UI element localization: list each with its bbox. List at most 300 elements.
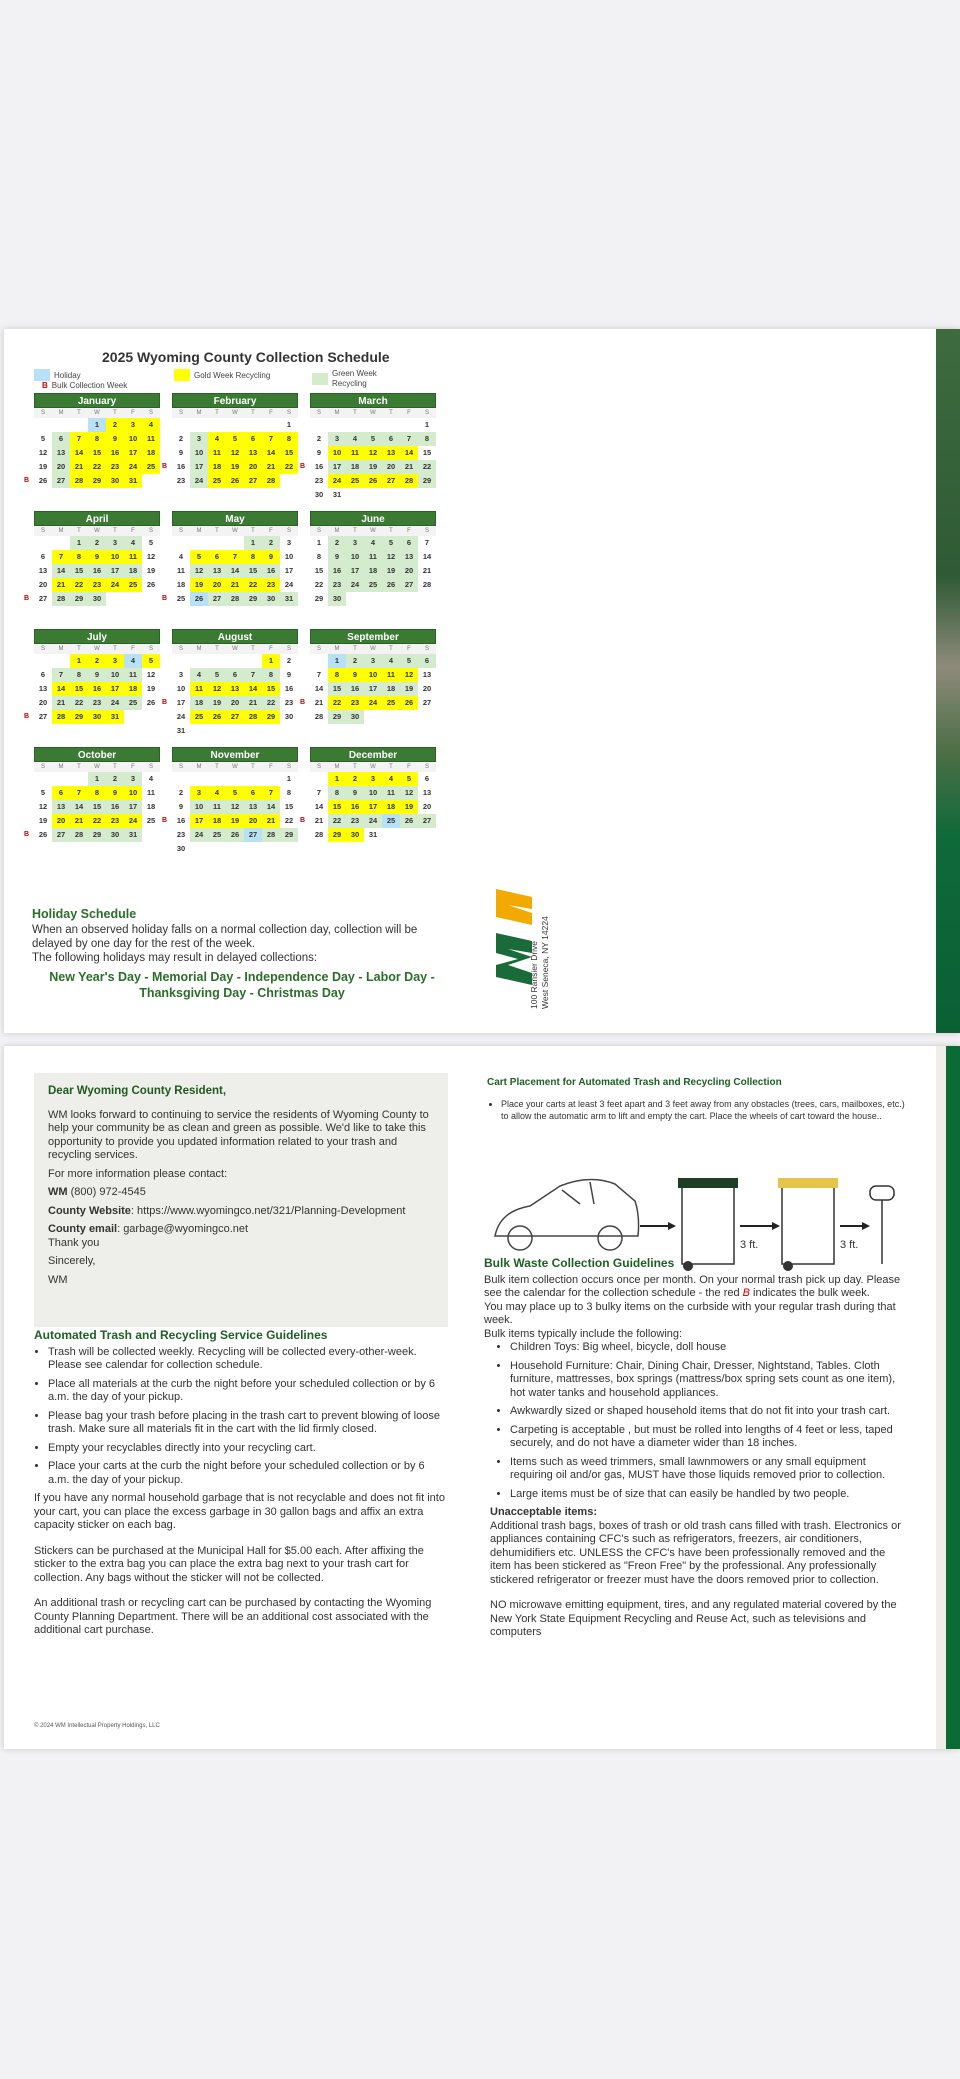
calendar-day: 4 (142, 418, 160, 432)
calendar-day: 5 (382, 536, 400, 550)
weekday-label: W (232, 764, 238, 770)
empty-day (208, 654, 226, 668)
calendar-day: 8 (286, 788, 292, 797)
weekday-label: T (251, 764, 255, 770)
calendar-day: 2 (346, 772, 364, 786)
calendar-day: 1 (328, 772, 346, 786)
calendar-day: 26 (38, 476, 48, 485)
bulk-week-marker: B (162, 463, 168, 470)
weekday-header (310, 644, 436, 654)
weekday-label: T (353, 410, 357, 416)
unacceptable-text: Additional trash bags, boxes of trash or old trash cans filled with trash. Electronics or appliances containing CFC's such as refrigerators, freezers, air conditioners, dehumidifiers etc. UNLESS the CFC's have been professionally removed and the item has been stickered as "Freon Free" by the professional. Any professionally stickered refrigerator or freezer must have the doors removed prior to collection. (490, 1519, 901, 1586)
weekday-label: T (77, 646, 81, 652)
empty-day (208, 536, 226, 550)
calendar-day: 30 (262, 592, 280, 606)
calendar-day: 9 (106, 432, 124, 446)
calendar-day: 3 (106, 536, 124, 550)
calendar-day: 30 (88, 710, 106, 724)
empty-day (34, 536, 52, 550)
calendar-day: 20 (422, 802, 432, 811)
calendar-day: 1 (328, 654, 346, 668)
calendar-day: 30 (284, 712, 294, 721)
days-grid (300, 772, 436, 842)
calendar-day: 22 (418, 460, 436, 474)
calendar-day: 5 (364, 432, 382, 446)
calendar-day: 5 (142, 654, 160, 668)
weekday-label: M (334, 410, 340, 416)
letter-thanks: Thank you (48, 1236, 100, 1249)
calendar-day: 26 (364, 474, 382, 488)
calendar-day: 11 (177, 566, 185, 575)
calendar-day: 4 (190, 668, 208, 682)
weekday-label: S (316, 764, 321, 770)
calendar-day: 7 (70, 432, 88, 446)
empty-day (262, 772, 280, 786)
calendar-day: 14 (52, 682, 70, 696)
calendar-day: 15 (70, 682, 88, 696)
truck-photo-edge (936, 329, 960, 1033)
empty-day (34, 654, 52, 668)
list-item: • Place all materials at the curb the night before your scheduled collection or by 6 a.m. the day of your pickup. (48, 1378, 448, 1405)
cart-placement (487, 1076, 907, 1127)
weekday-label: T (353, 528, 357, 534)
calendar-day: 13 (422, 670, 432, 679)
calendar-day: 22 (284, 816, 294, 825)
bulk-week-marker: B (24, 713, 30, 720)
bulk-guidelines (484, 1257, 909, 1640)
calendar-day: 25 (124, 578, 142, 592)
calendar-day: 21 (52, 578, 70, 592)
calendar-day: 24 (284, 580, 294, 589)
calendar-day: 30 (176, 844, 186, 853)
calendar-day: 9 (88, 668, 106, 682)
calendar-day: 29 (328, 828, 346, 842)
svg-text:3 ft.: 3 ft. (840, 1239, 859, 1251)
month-name: March (310, 393, 436, 408)
calendar-day: 20 (400, 564, 418, 578)
calendar-day: 23 (88, 696, 106, 710)
letter-email: County email: garbage@wyomingco.net (48, 1223, 249, 1235)
calendar-day: 23 (176, 476, 186, 485)
calendar-day: 10 (124, 432, 142, 446)
calendar-day: 23 (328, 578, 346, 592)
calendar-day: 14 (262, 800, 280, 814)
days-grid (300, 654, 436, 724)
weekday-label: M (58, 528, 64, 534)
calendar-day: 10 (364, 786, 382, 800)
calendar-day: 1 (88, 772, 106, 786)
month-name: October (34, 747, 160, 762)
month-february (162, 393, 298, 503)
calendar-day: 13 (422, 788, 432, 797)
calendar-day: 21 (226, 578, 244, 592)
calendar-day: 11 (382, 786, 400, 800)
calendar-day: 9 (178, 802, 184, 811)
calendar-day: 13 (382, 446, 400, 460)
calendar-day: 28 (422, 580, 432, 589)
calendar-day: 8 (244, 550, 262, 564)
calendar-day: 18 (176, 580, 186, 589)
weekday-label: F (131, 410, 135, 416)
calendar-day: 30 (106, 474, 124, 488)
calendar-day: 5 (40, 434, 46, 443)
weekday-header (172, 526, 298, 536)
calendar-day: 27 (38, 712, 48, 721)
calendar-day: 20 (38, 698, 48, 707)
calendar-day: 22 (280, 460, 298, 474)
calendar-day: 12 (364, 446, 382, 460)
calendar-day: 6 (244, 786, 262, 800)
list-item: • Trash will be collected weekly. Recycling will be collected every-other-week. Please see calendar for collection schedule. (48, 1346, 448, 1373)
calendar-day: 9 (262, 550, 280, 564)
calendar-day: 20 (244, 814, 262, 828)
empty-day (52, 772, 70, 786)
calendar-day: 27 (38, 594, 48, 603)
weekday-header (34, 762, 160, 772)
resident-letter (34, 1073, 448, 1327)
calendar-day: 23 (314, 476, 324, 485)
calendar-day: 25 (176, 594, 186, 603)
weekday-label: T (77, 410, 81, 416)
calendar-day: 14 (244, 682, 262, 696)
calendar-day: 21 (70, 460, 88, 474)
weekday-label: F (407, 528, 411, 534)
calendar-day: 24 (106, 696, 124, 710)
calendar-day: 25 (364, 578, 382, 592)
weekday-header (310, 408, 436, 418)
calendar-day: 29 (88, 828, 106, 842)
calendar-day: 6 (40, 670, 46, 679)
svg-text:3 ft.: 3 ft. (740, 1239, 759, 1251)
calendar-day: 10 (176, 684, 186, 693)
calendar-day: 1 (316, 538, 322, 547)
calendar-day: 8 (88, 786, 106, 800)
list-item: • Carpeting is acceptable , but must be rolled into lengths of 4 feet or less, taped securely, and do not have a diameter wider than 18 inches. (510, 1424, 909, 1451)
calendar-day: 27 (52, 828, 70, 842)
calendar-day: 30 (346, 828, 364, 842)
empty-day (208, 772, 226, 786)
weekday-header (310, 762, 436, 772)
calendar-day: 28 (262, 828, 280, 842)
calendar-day: 9 (178, 448, 184, 457)
weekday-header (172, 644, 298, 654)
calendar-day: 5 (148, 538, 154, 547)
weekday-label: T (77, 528, 81, 534)
calendar-day: 31 (124, 828, 142, 842)
calendar-day: 1 (286, 420, 292, 429)
calendar-day: 28 (314, 830, 324, 839)
calendar-day: 11 (142, 432, 160, 446)
calendar-day: 1 (70, 654, 88, 668)
calendar-day: 24 (124, 460, 142, 474)
calendar-day: 29 (418, 474, 436, 488)
bulk-heading: Bulk Waste Collection Guidelines (484, 1256, 675, 1270)
empty-day (226, 772, 244, 786)
calendar-day: 15 (314, 566, 324, 575)
calendar-day: 11 (208, 446, 226, 460)
weekday-label: T (389, 764, 393, 770)
weekday-label: S (424, 410, 429, 416)
month-name: January (34, 393, 160, 408)
month-november (162, 747, 298, 857)
weekday-label: W (232, 646, 238, 652)
weekday-label: W (370, 646, 376, 652)
auto-list (34, 1346, 448, 1488)
calendar-day: 4 (124, 536, 142, 550)
weekday-label: S (316, 646, 321, 652)
empty-day (172, 536, 190, 550)
letter-p1: WM looks forward to continuing to service the residents of Wyoming County to help your community be as clean and green as possible. We'd like to take this opportunity to provide you updated information related to your trash and recycling services. (48, 1108, 429, 1161)
calendar-day: 27 (208, 592, 226, 606)
calendar-day: 22 (88, 814, 106, 828)
calendar-day: 29 (244, 592, 262, 606)
calendar-day: 2 (262, 536, 280, 550)
bulk-week-marker: B (162, 595, 168, 602)
calendar-day: 14 (70, 800, 88, 814)
calendar-day: 28 (314, 712, 324, 721)
calendar-day: 18 (124, 564, 142, 578)
bulk-list (484, 1341, 909, 1501)
calendar-day: 22 (88, 460, 106, 474)
letter-greeting: Dear Wyoming County Resident, (48, 1085, 227, 1097)
weekday-label: T (77, 764, 81, 770)
bulk-week-marker: B (300, 463, 306, 470)
list-item: • Items such as weed trimmers, small lawnmowers or any small equipment requiring oil and/or gas, MUST have those liquids removed prior to collection. (510, 1456, 909, 1483)
calendar-day: 20 (382, 460, 400, 474)
month-december (300, 747, 436, 857)
calendar-day: 8 (328, 668, 346, 682)
weekday-label: W (232, 528, 238, 534)
bulk-week-marker: B (24, 831, 30, 838)
legend-holiday: Holiday (34, 369, 81, 381)
calendar-day: 24 (190, 828, 208, 842)
bulk-p3: Bulk items typically include the following: (484, 1327, 683, 1340)
calendar-day: 1 (424, 420, 430, 429)
weekday-label: F (407, 764, 411, 770)
empty-day (244, 418, 262, 432)
calendar-day: 20 (38, 580, 48, 589)
calendar-day: 19 (146, 684, 156, 693)
calendar-day: 7 (316, 788, 322, 797)
calendar-day: 15 (88, 446, 106, 460)
calendar-day: 9 (106, 786, 124, 800)
weekday-label: T (251, 646, 255, 652)
month-may (162, 511, 298, 621)
calendar-day: 16 (176, 462, 186, 471)
bulk-week-marker: B (300, 817, 306, 824)
calendar-day: 4 (382, 654, 400, 668)
calendar-day: 21 (314, 816, 324, 825)
month-name: September (310, 629, 436, 644)
calendar-day: 6 (244, 432, 262, 446)
calendar-day: 8 (70, 550, 88, 564)
page-edge (936, 1046, 960, 1749)
empty-day (310, 654, 328, 668)
calendar-day: 28 (400, 474, 418, 488)
calendar-day: 16 (88, 564, 106, 578)
weekday-label: M (58, 410, 64, 416)
calendar-day: 7 (244, 668, 262, 682)
calendar-day: 23 (346, 696, 364, 710)
calendar-day: 21 (244, 696, 262, 710)
calendar-day: 23 (106, 814, 124, 828)
empty-day (34, 418, 52, 432)
weekday-label: S (424, 764, 429, 770)
calendar-day: 12 (400, 786, 418, 800)
calendar-day: 30 (328, 592, 346, 606)
calendar-day: 17 (106, 564, 124, 578)
calendar-day: 2 (328, 536, 346, 550)
holiday-text-2: The following holidays may result in delayed collections: (32, 952, 318, 964)
calendar-day: 19 (38, 462, 48, 471)
calendar-day: 7 (226, 550, 244, 564)
calendar-day: 16 (176, 816, 186, 825)
empty-day (172, 418, 190, 432)
calendar-day: 11 (147, 788, 155, 797)
calendar-day: 22 (262, 696, 280, 710)
days-grid (300, 418, 436, 502)
calendar-day: 2 (346, 654, 364, 668)
calendar-day: 25 (124, 696, 142, 710)
calendar-day: 24 (106, 578, 124, 592)
calendar-day: 1 (244, 536, 262, 550)
list-item: • Please bag your trash before placing in the trash cart to prevent blowing of loose trash. Make sure all materials fit in the cart with the lid firmly closed. (48, 1410, 448, 1437)
calendar-day: 26 (190, 592, 208, 606)
calendar-day: 5 (226, 432, 244, 446)
calendar-day: 19 (208, 696, 226, 710)
calendar-day: 24 (346, 578, 364, 592)
calendar-day: 27 (52, 474, 70, 488)
calendar-day: 18 (208, 460, 226, 474)
calendar-day: 11 (346, 446, 364, 460)
calendar-day: 27 (422, 698, 432, 707)
calendar-day: 26 (146, 698, 156, 707)
calendar-day: 22 (70, 578, 88, 592)
list-item: • Empty your recyclables directly into your recycling cart. (48, 1442, 448, 1456)
weekday-label: T (113, 410, 117, 416)
calendar-day: 15 (284, 802, 294, 811)
bulk-week-marker: B (162, 817, 168, 824)
calendar-day: 11 (190, 682, 208, 696)
weekday-label: S (424, 528, 429, 534)
calendar-day: 4 (124, 654, 142, 668)
calendar-day: 23 (262, 578, 280, 592)
calendar-day: 2 (286, 656, 292, 665)
calendar-day: 23 (106, 460, 124, 474)
month-name: June (310, 511, 436, 526)
calendar-day: 19 (400, 800, 418, 814)
empty-day (190, 772, 208, 786)
calendar-day: 20 (52, 814, 70, 828)
calendar-day: 8 (316, 552, 322, 561)
empty-day (226, 418, 244, 432)
calendar-day: 24 (364, 696, 382, 710)
weekday-header (34, 408, 160, 418)
weekday-label: M (196, 528, 202, 534)
weekday-label: F (131, 528, 135, 534)
empty-day (70, 772, 88, 786)
days-grid (162, 654, 298, 738)
calendar-day: 20 (52, 460, 70, 474)
calendar-day: 15 (88, 800, 106, 814)
calendar-day: 18 (208, 814, 226, 828)
calendar-day: 13 (52, 446, 70, 460)
calendar-day: 16 (346, 800, 364, 814)
calendar-day: 12 (38, 802, 48, 811)
month-name: July (34, 629, 160, 644)
calendar-day: 19 (38, 816, 48, 825)
calendar-day: 13 (38, 566, 48, 575)
calendar-day: 19 (226, 460, 244, 474)
month-july (24, 629, 160, 739)
calendar-day: 21 (400, 460, 418, 474)
calendar-day: 13 (208, 564, 226, 578)
weekday-label: S (40, 764, 45, 770)
calendar-day: 25 (142, 460, 160, 474)
bulk-p1: Bulk item collection occurs once per month. On your normal trash pick up day. Please see the calendar for the collection schedule - the red B indicates the bulk week. (484, 1273, 901, 1299)
calendar-day: 14 (314, 684, 324, 693)
days-grid (162, 536, 298, 606)
empty-day (52, 654, 70, 668)
calendar-day: 30 (346, 710, 364, 724)
cart-item: • Place your carts at least 3 feet apart and 3 feet away from any obstacles (trees, cars, mailboxes, etc.) to allow the automatic arm to lift and empty the cart. Place the wheels of cart toward the house.. (501, 1098, 907, 1122)
empty-day (310, 418, 328, 432)
weekday-label: S (286, 646, 291, 652)
weekday-label: W (94, 410, 100, 416)
weekday-label: T (353, 646, 357, 652)
calendar-day: 10 (106, 550, 124, 564)
calendar-day: 16 (88, 682, 106, 696)
empty-day (208, 418, 226, 432)
calendar-day: 21 (262, 460, 280, 474)
weekday-label: M (334, 646, 340, 652)
legend-green: Green Week Recycling (312, 369, 402, 389)
calendar-day: 16 (284, 684, 294, 693)
letter-phone: WM (800) 972-4545 (48, 1186, 146, 1198)
calendar-day: 27 (400, 578, 418, 592)
weekday-label: S (286, 764, 291, 770)
empty-day (172, 654, 190, 668)
calendar-day: 14 (52, 564, 70, 578)
calendar-day: 15 (422, 448, 432, 457)
calendar-day: 31 (176, 726, 186, 735)
calendar-day: 9 (346, 786, 364, 800)
calendar-day: 21 (262, 814, 280, 828)
weekday-label: S (40, 646, 45, 652)
calendar-day: 8 (280, 432, 298, 446)
calendar-day: 14 (262, 446, 280, 460)
calendar-day: 13 (400, 550, 418, 564)
letter-p2: For more information please contact: (48, 1167, 228, 1180)
calendar-day: 27 (418, 814, 436, 828)
empty-day (52, 536, 70, 550)
calendar-day: 20 (422, 684, 432, 693)
calendar-day: 18 (190, 696, 208, 710)
calendar-day: 14 (226, 564, 244, 578)
calendar-day: 22 (314, 580, 324, 589)
calendar-day: 12 (38, 448, 48, 457)
calendar-day: 8 (418, 432, 436, 446)
weekday-label: M (58, 764, 64, 770)
car-icon (495, 1179, 639, 1250)
calendar-day: 3 (190, 432, 208, 446)
calendar-day: 29 (88, 474, 106, 488)
weekday-label: F (269, 646, 273, 652)
weekday-label: T (389, 646, 393, 652)
bulk-p2: You may place up to 3 bulky items on the curbside with your regular trash during that week. (484, 1300, 896, 1326)
calendar-day: 7 (70, 786, 88, 800)
calendar-day: 27 (244, 474, 262, 488)
